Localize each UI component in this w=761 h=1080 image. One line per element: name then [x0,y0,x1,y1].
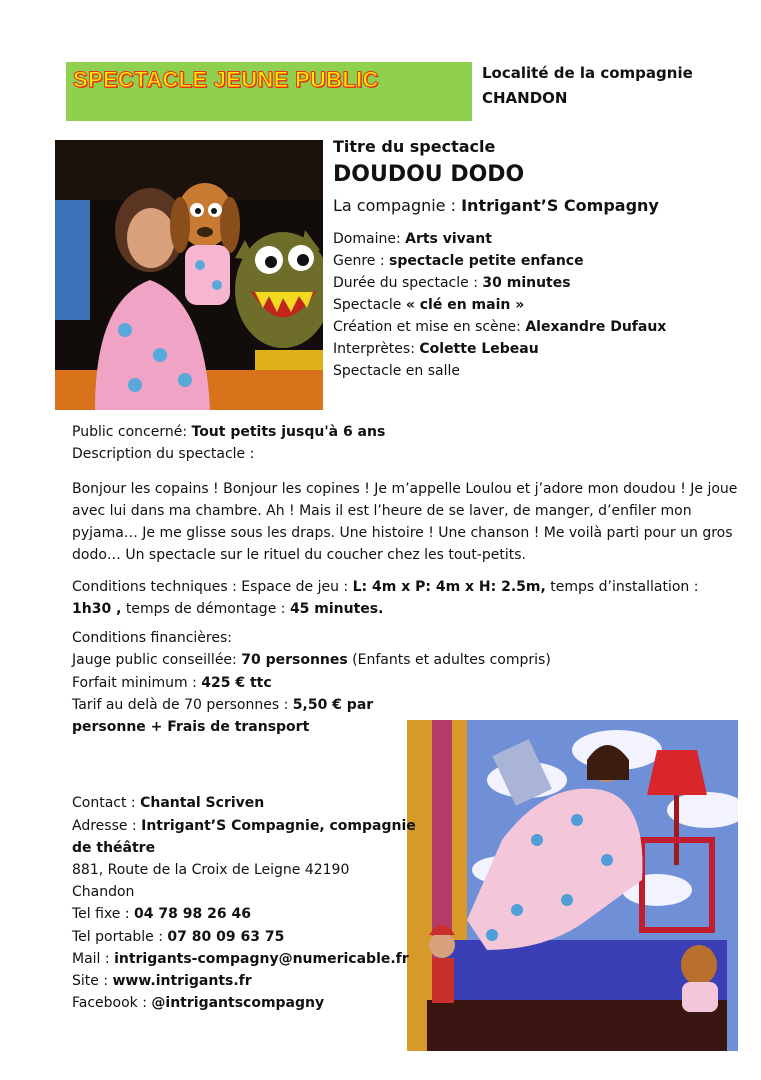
contact-label: Contact : [72,795,141,811]
financial-label: Conditions financières: [72,630,232,646]
banner [66,62,472,121]
show-title-label: Titre du spectacle [333,137,496,156]
minimum-line [72,675,272,691]
creation-value: Alexandre Dufaux [525,319,667,335]
dismount-value: 45 minutes. [289,601,384,617]
phone-label: Tel fixe : [72,906,135,922]
address-value-2: de théâtre [72,840,156,856]
extra-rate-line-2 [72,719,309,735]
city-line: Chandon [72,884,135,900]
company-value: Intrigant’S Compagny [461,196,659,215]
install-value: 1h30 , [72,601,122,617]
install-label: temps d’installation : [545,579,699,595]
extra-rate-label: Tarif au delà de 70 personnes : [72,697,293,713]
venue-line: Spectacle en salle [333,363,461,379]
site-link[interactable]: www.intrigants.fr [112,973,252,989]
performers-line [333,341,539,357]
banner-title: SPECTACLE JEUNE PUBLIC [73,67,379,92]
performers-value: Colette Lebeau [419,341,539,357]
capacity-value: 70 personnes [241,652,348,668]
audience-line [72,424,385,440]
minimum-label: Forfait minimum : [72,675,202,691]
turnkey-value: « clé en main » [405,297,525,313]
phone-line [72,906,251,922]
duration-line [333,275,571,291]
locality-label: Localité de la compagnie [482,64,693,82]
locality-value: CHANDON [482,89,568,107]
domain-label: Domaine: [333,231,406,247]
turnkey-line [333,297,524,313]
genre-line [333,253,584,269]
mobile-value: 07 80 09 63 75 [167,929,285,945]
site-line [72,973,252,989]
mobile-line [72,929,284,945]
performers-label: Interprètes: [333,341,420,357]
site-label: Site : [72,973,113,989]
extra-rate-value: 5,50 € par [292,697,374,713]
phone-value: 04 78 98 26 46 [134,906,251,922]
show-photo-bottom [407,720,738,1051]
facebook-link[interactable]: @intrigantscompagny [151,995,325,1011]
company-line [333,196,659,215]
technical-label: Conditions techniques : Espace de jeu : [72,579,353,595]
minimum-value: 425 € ttc [201,675,272,691]
address-line [72,818,416,834]
address-label: Adresse : [72,818,142,834]
address-line-2 [72,840,155,856]
audience-label: Public concerné: [72,424,192,440]
contact-value: Chantal Scriven [140,795,265,811]
contact-line [72,795,264,811]
show-photo-top [55,140,323,410]
genre-label: Genre : [333,253,390,269]
capacity-label: Jauge public conseillée: [72,652,242,668]
capacity-note: (Enfants et adultes compris) [347,652,551,668]
mail-label: Mail : [72,951,115,967]
mobile-label: Tel portable : [72,929,168,945]
mail-link[interactable]: intrigants-compagny@numericable.fr [114,951,409,967]
duration-value: 30 minutes [482,275,571,291]
show-title: DOUDOU DODO [333,162,525,187]
mail-line [72,951,409,967]
technical-conditions [72,576,740,620]
creation-line [333,319,666,335]
creation-label: Création et mise en scène: [333,319,526,335]
address-value: Intrigant’S Compagnie, compagnie [141,818,416,834]
street-line: 881, Route de la Croix de Leigne 42190 [72,862,350,878]
description-text: Bonjour les copains ! Bonjour les copines ! Je m’appelle Loulou et j’adore mon doudou ! Je joue avec lui dans ma chambre. Ah ! Mais il est l’heure de se laver, de manger, d’enfiler mon pyjama… Je me glisse sous les draps. Une histoire ! Une chanson ! Me voilà parti pour un gros dodo… Un spectacle sur le rituel du coucher chez les tout-petits. [72,481,738,563]
capacity-line [72,652,551,668]
company-label: La compagnie : [333,196,462,215]
domain-value: Arts vivant [405,231,492,247]
extra-rate-value-2: personne + Frais de transport [72,719,310,735]
duration-label: Durée du spectacle : [333,275,483,291]
description-label: Description du spectacle : [72,446,255,462]
genre-value: spectacle petite enfance [389,253,584,269]
facebook-label: Facebook : [72,995,152,1011]
dismount-label: temps de démontage : [121,601,290,617]
extra-rate-line [72,697,373,713]
audience-value: Tout petits jusqu'à 6 ans [191,424,386,440]
turnkey-label: Spectacle [333,297,406,313]
domain-line [333,231,492,247]
technical-space: L: 4m x P: 4m x H: 2.5m, [352,579,546,595]
facebook-line [72,995,324,1011]
